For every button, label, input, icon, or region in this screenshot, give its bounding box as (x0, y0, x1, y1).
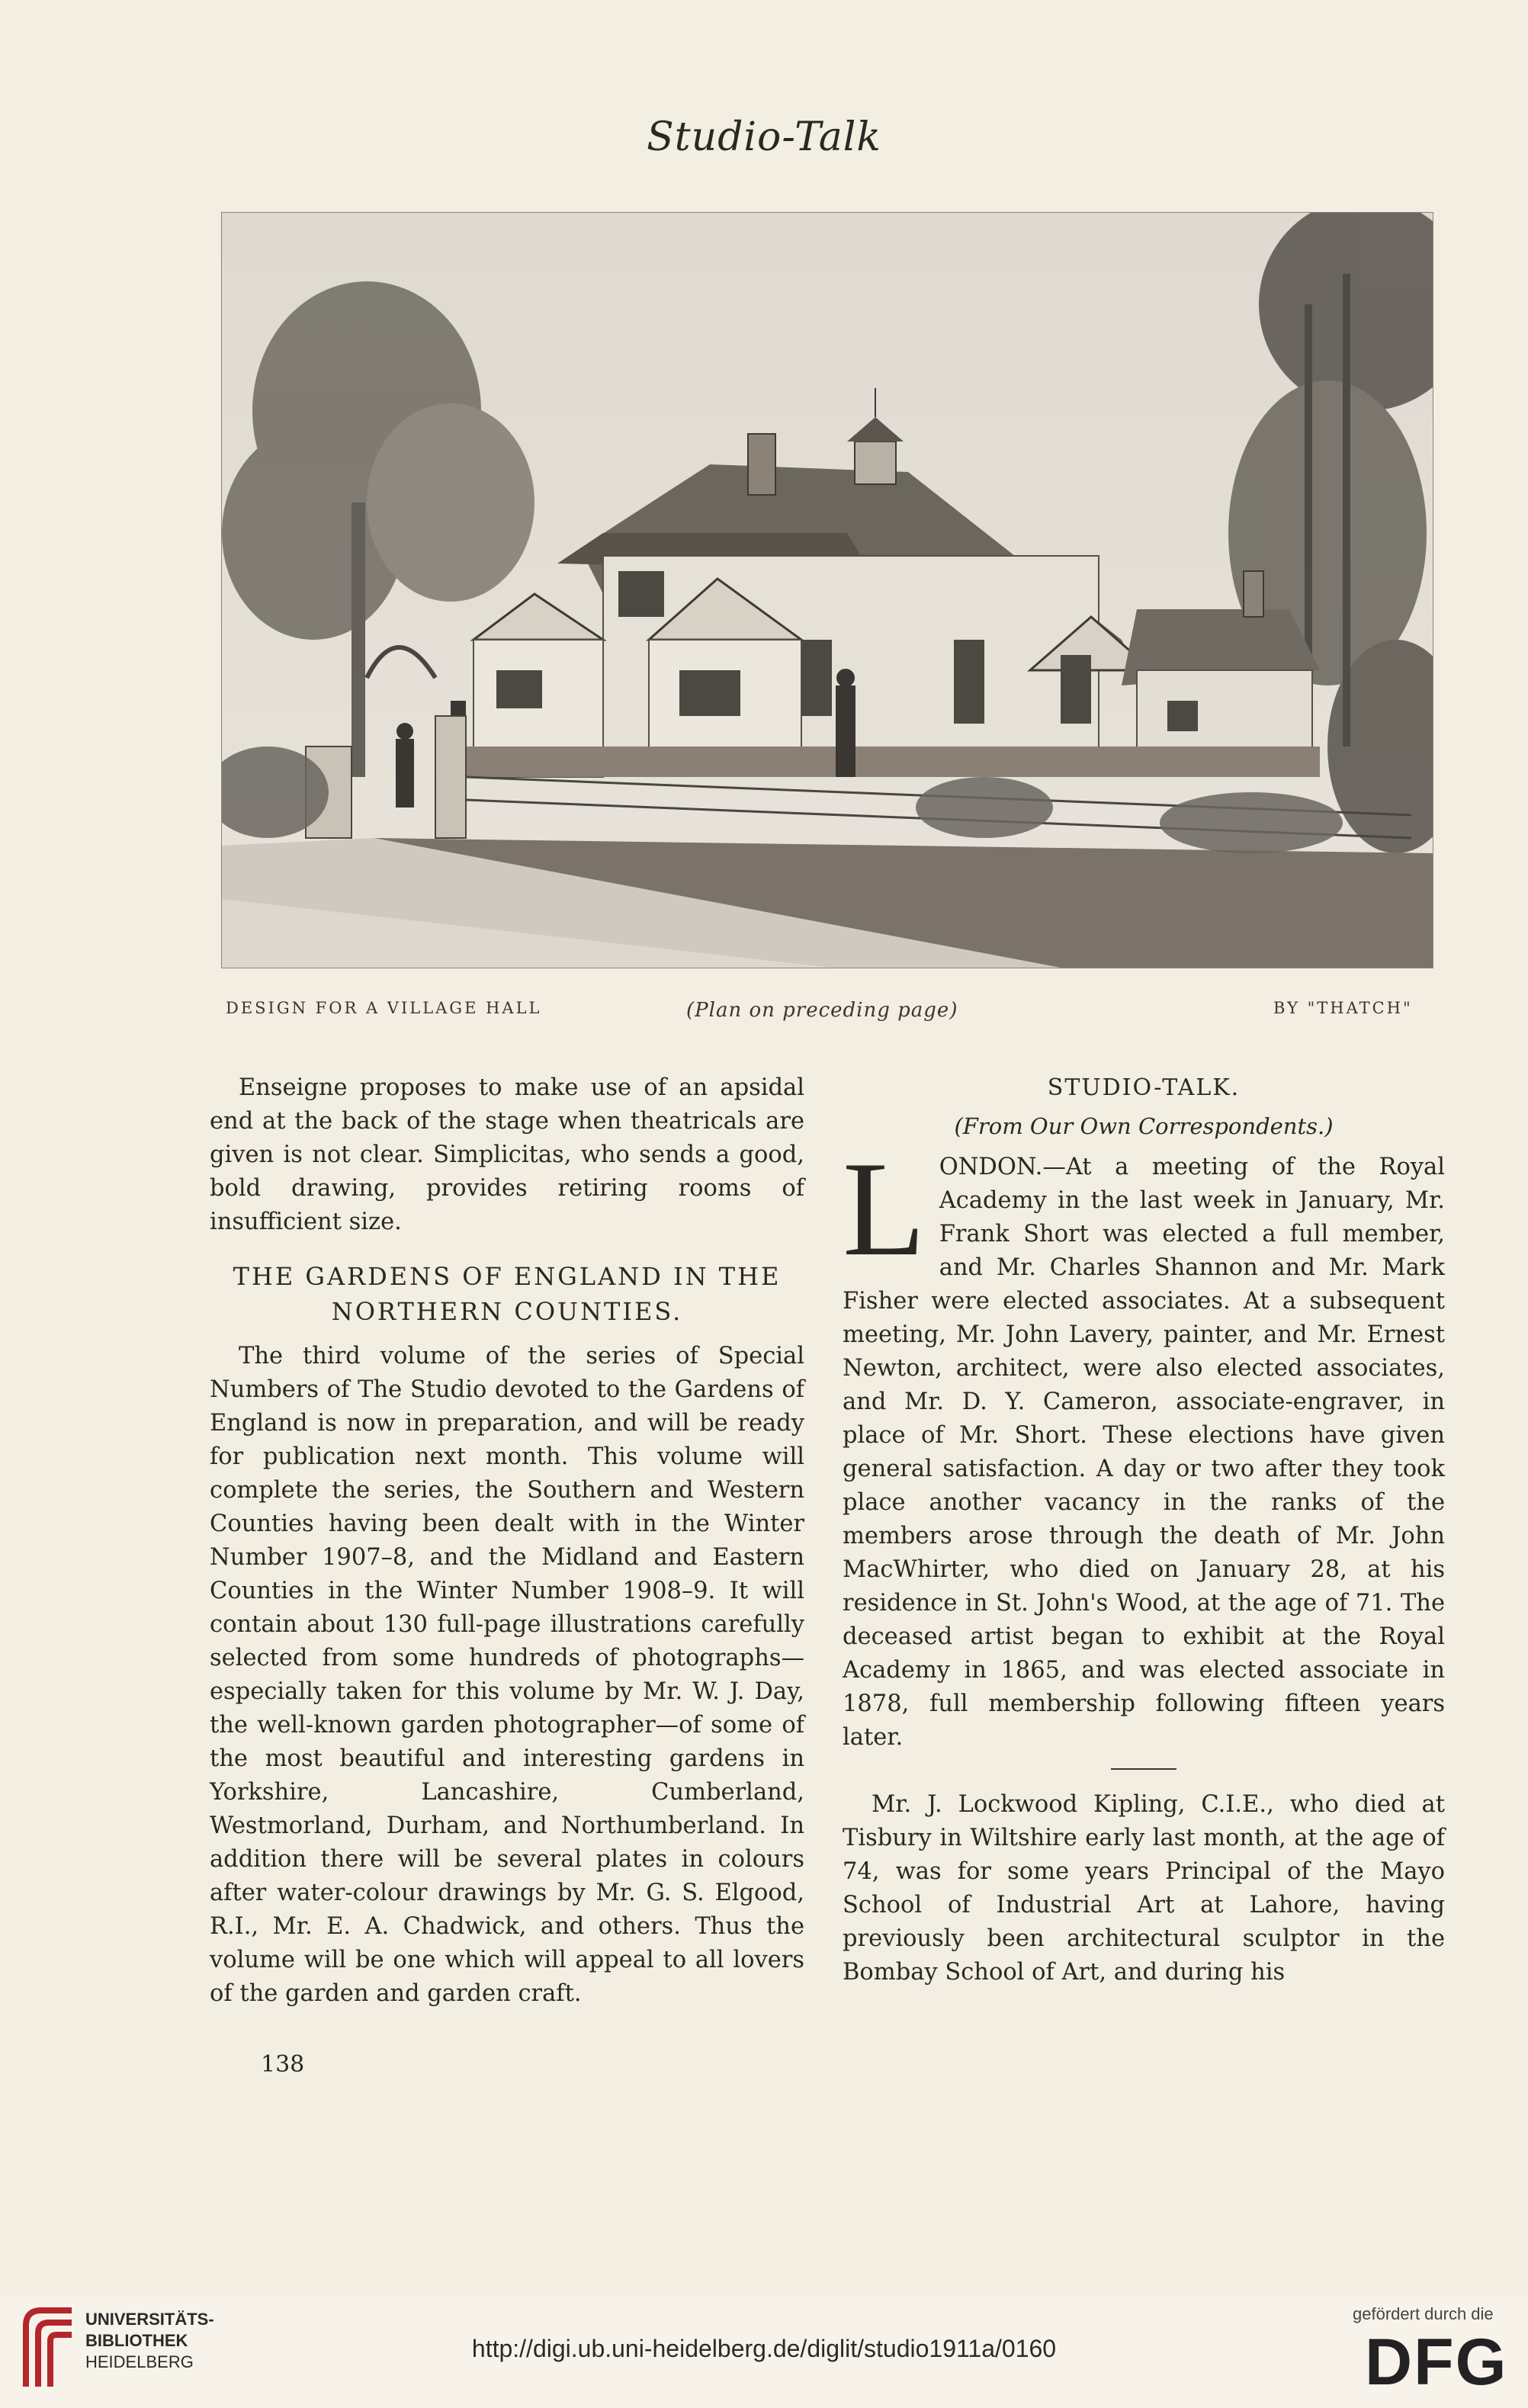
left-paragraph-1: Enseigne proposes to make use of an apsidal end at the back of the stage when theatricals are given is not clear. Simplicitas, who sends a good, bold drawing, provides retiring rooms of insufficient size. (210, 1074, 804, 1235)
village-hall-drawing (222, 213, 1433, 968)
left-paragraph-2: The third volume of the series of Special Numbers of The Studio devoted to the Gardens of England is now in preparation, and will be ready for publication next month. This volume will complete the series, the Southern and Western Counties having been dealt with in the Winter Number 1907–8, and the Midland and Eastern Counties in the Winter Number 1908–9. It will contain about 130 full-page illustrations carefully selected from some hundreds of photographs—especially taken for this volume by Mr. W. J. Day, the well-known garden photographer—of some of the most beautiful and interesting gardens in Yorkshire, Lancashire, Cumberland, Westmorland, Durham, and Northumberland. In addition there will be several plates in colours after water-colour drawings by Mr. G. S. Elgood, R.I., Mr. E. A. Chadwick, and others. Thus the volume will be one which will appeal to all lovers of the garden and garden craft. (210, 1343, 804, 2007)
right-paragraph-1: ONDON.—At a meeting of the Royal Academy in the last week in January, Mr. Frank Short was elected a full member, and Mr. Charles Shannon and Mr. Mark Fisher were elected associates. At a subsequent meeting, Mr. John Lavery, painter, and Mr. Ernest Newton, architect, were also elected associates, and Mr. D. Y. Cameron, associate-engraver, in place of Mr. Short. These elections have given general satisfaction. A day or two after they took place another vacancy in the ranks of the members arose through the death of Mr. John MacWhirter, who died on January 28, at his residence in St. John's Wood, at the age of 71. The deceased artist began to exhibit at the Royal Academy in 1865, and was elected associate in 1878, full membership following fifteen years later. (843, 1154, 1445, 1751)
village-hall-illustration (221, 212, 1433, 968)
page-number: 138 (261, 2051, 305, 2078)
library-line-3: HEIDELBERG (85, 2352, 194, 2371)
running-head: Studio-Talk (647, 114, 881, 160)
drop-cap: L (843, 1133, 926, 1284)
funding-label: gefördert durch die (1353, 2304, 1494, 2323)
right-column (843, 1071, 1445, 1989)
gardens-heading: THE GARDENS OF ENGLAND IN THE NORTHERN COUNTIES. (233, 1262, 782, 1326)
library-line-1: UNIVERSITÄTS- (85, 2310, 214, 2329)
plate-caption-note: (Plan on preceding page) (686, 999, 958, 1022)
london-section (843, 1133, 1445, 1755)
dfg-logo: DFG (1365, 2326, 1508, 2399)
correspondents-subtitle: (From Our Own Correspondents.) (954, 1113, 1334, 1139)
source-url-link[interactable]: http://digi.ub.uni-heidelberg.de/diglit/studio1911a/0160 (471, 2335, 1057, 2362)
section-divider (1111, 1768, 1176, 1770)
plate-caption-author: BY "THATCH" (1273, 999, 1413, 1017)
left-column (210, 1071, 804, 2011)
library-line-2: BIBLIOTHEK (85, 2331, 188, 2350)
right-paragraph-2: Mr. J. Lockwood Kipling, C.I.E., who died at Tisbury in Wiltshire early last month, at the age of 74, was for some years Principal of the Mayo School of Industrial Art at Lahore, having previously been architectural sculptor in the Bombay School of Art, and during his (843, 1791, 1445, 1986)
studio-talk-title: STUDIO-TALK. (1047, 1074, 1241, 1101)
plate-caption-title: DESIGN FOR A VILLAGE HALL (226, 999, 542, 1017)
